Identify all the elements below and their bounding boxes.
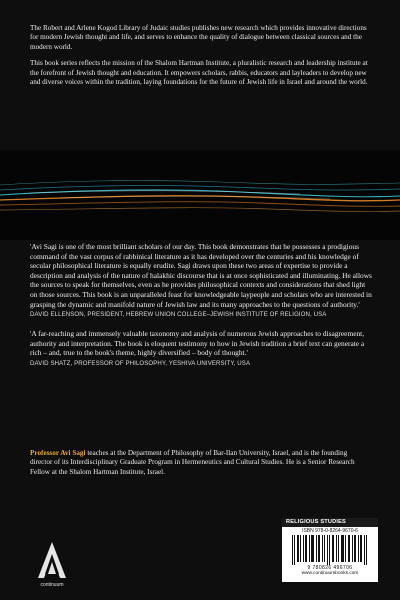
barcode-icon	[290, 535, 370, 565]
series-blurb-paragraph-2: This book series reflects the mission of the Shalom Hartman Institute, a pluralistic research and leadership institute at the forefront of Jewish thought and education. It empowers scholars, rabbis, educators and layleaders to develop new and diverse voices within the tradition, laying foundations for the future of Jewish life in Israel and around the world.	[30, 59, 368, 87]
author-bio	[30, 449, 370, 477]
series-blurb-paragraph-1: The Robert and Arlene Kogod Library of Judaic studies publishes new research which provides innovative directions for modern Jewish thought and life, and serves to enhance the quality of dialogue between classical sources and the modern world.	[30, 24, 367, 51]
review-quote	[30, 329, 372, 368]
review-quote	[30, 242, 372, 319]
quote-attribution: DAVID SHATZ, PROFESSOR OF PHILOSOPHY, YESHIVA UNIVERSITY, USA	[30, 359, 251, 367]
isbn-text: ISBN 978-0-8264-9670-6	[302, 528, 358, 534]
continuum-logo-icon	[36, 540, 68, 580]
review-quotes	[30, 242, 372, 378]
quote-text: 'A far-reaching and immensely valuable taxonomy and analysis of numerous Jewish approaches to disagreement, authority and interpretation. The book is eloquent testimony to how in Jewish tradition a brief text can generate a rich – and, true to the book's theme, highly diversified – body of thought.'	[30, 329, 365, 358]
barcode-panel	[282, 518, 378, 582]
quote-attribution: DAVID ELLENSON, PRESIDENT, HEBREW UNION COLLEGE–JEWISH INSTITUTE OF RELIGION, USA	[30, 311, 327, 319]
author-name: Professor Avi Sagi	[30, 449, 86, 457]
publisher-name: continuum	[40, 582, 64, 588]
author-bio-text: teaches at the Department of Philosophy of Bar-Ilan University, Israel, and is the founding director of its Interdisciplinary Graduate Program in Hermeneutics and Cultural Studies. He is a Senior Research Fellow at the Shalom Hartman Institute, Israel.	[30, 449, 355, 476]
series-description	[0, 0, 400, 150]
subject-category: RELIGIOUS STUDIES	[282, 518, 378, 527]
publisher-website: www.continuumbooks.com	[301, 571, 359, 576]
quote-text: 'Avi Sagi is one of the most brilliant scholars of our day. This book demonstrates that he possesses a prodigious command of the vast corpus of rabbinical literature as it has developed over the centuries and his knowledge of secular philosophical literature is equally erudite. Sagi draws upon these two areas of expertise to provide a description and analysis of the nature of halakhic discourse that is at once sophisticated and illuminating. He allows the sources to speak for themselves, even as he provides philosophical contexts and considerations that shed light on those sources. This book is an unparalleled feast for knowledgeable laypeople and scholars who are interested in grasping the dynamic and manifold nature of Jewish law and its many approaches to the questions of authority.'	[30, 242, 372, 309]
barcode-number: 9 780826 496706	[307, 565, 353, 571]
light-streaks-graphic	[0, 150, 400, 240]
